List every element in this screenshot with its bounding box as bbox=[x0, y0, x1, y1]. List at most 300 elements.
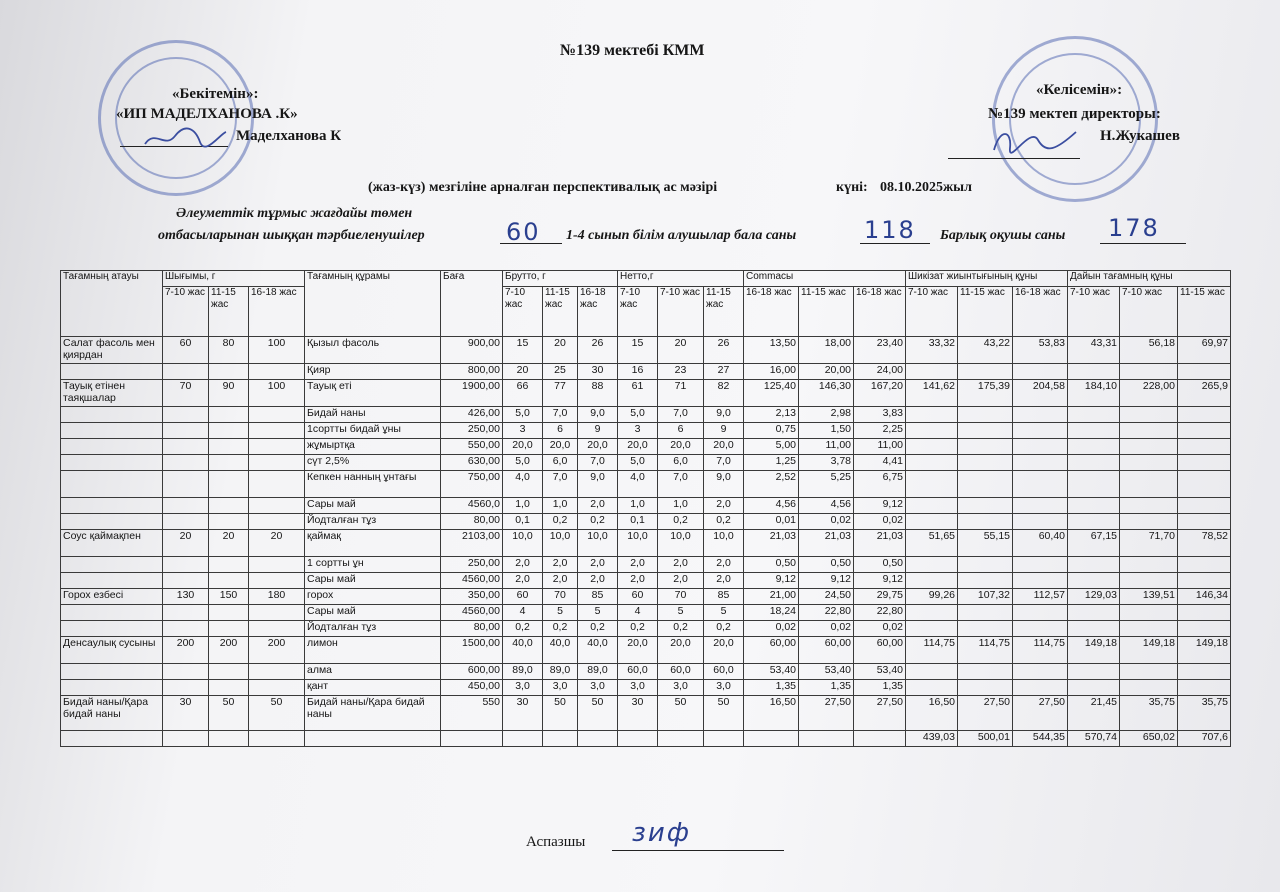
table-cell: 3 bbox=[503, 423, 543, 439]
table-cell: 53,83 bbox=[1013, 337, 1068, 364]
table-cell: 70 bbox=[658, 589, 704, 605]
table-row bbox=[61, 337, 1231, 364]
table-cell: 20,0 bbox=[543, 439, 578, 455]
table-cell bbox=[61, 407, 163, 423]
table-cell: 5,0 bbox=[503, 407, 543, 423]
table-cell bbox=[163, 514, 209, 530]
table-cell: 2,0 bbox=[618, 573, 658, 589]
table-cell bbox=[1013, 423, 1068, 439]
table-cell: Соус қаймақпен bbox=[61, 530, 163, 557]
table-cell bbox=[704, 731, 744, 747]
subheader-gross-2: 16-18 жас bbox=[578, 287, 618, 337]
table-cell: 1,35 bbox=[854, 680, 906, 696]
table-cell bbox=[163, 680, 209, 696]
subheader-output-2: 16-18 жас bbox=[249, 287, 305, 337]
table-cell bbox=[906, 364, 958, 380]
table-cell bbox=[1013, 514, 1068, 530]
director-name: Н.Жукашев bbox=[1100, 128, 1180, 144]
table-cell: 60,00 bbox=[799, 637, 854, 664]
table-subheader-row bbox=[61, 287, 1231, 337]
table-cell: 40,0 bbox=[503, 637, 543, 664]
table-cell: 200 bbox=[249, 637, 305, 664]
table-cell bbox=[61, 498, 163, 514]
table-cell: 5,0 bbox=[618, 455, 658, 471]
table-cell: 0,1 bbox=[618, 514, 658, 530]
table-cell bbox=[1013, 605, 1068, 621]
table-cell bbox=[958, 498, 1013, 514]
table-cell: 114,75 bbox=[906, 637, 958, 664]
table-cell bbox=[163, 455, 209, 471]
table-cell bbox=[61, 439, 163, 455]
table-cell: Горох езбесі bbox=[61, 589, 163, 605]
table-cell bbox=[163, 621, 209, 637]
subheader-set-0: 7-10 жас bbox=[906, 287, 958, 337]
table-cell: 53,40 bbox=[744, 664, 799, 680]
table-cell: 129,03 bbox=[1068, 589, 1120, 605]
table-cell bbox=[906, 621, 958, 637]
table-cell: 200 bbox=[209, 637, 249, 664]
table-cell: 265,9 bbox=[1178, 380, 1231, 407]
table-row bbox=[61, 364, 1231, 380]
table-cell bbox=[958, 680, 1013, 696]
table-cell bbox=[1013, 455, 1068, 471]
table-cell: лимон bbox=[305, 637, 441, 664]
table-cell: 18,24 bbox=[744, 605, 799, 621]
table-cell: 149,18 bbox=[1120, 637, 1178, 664]
table-cell: 27,50 bbox=[854, 696, 906, 731]
table-cell: 60,00 bbox=[744, 637, 799, 664]
table-cell: 20 bbox=[163, 530, 209, 557]
table-cell bbox=[249, 439, 305, 455]
table-cell: 9 bbox=[704, 423, 744, 439]
table-cell bbox=[249, 680, 305, 696]
table-cell bbox=[906, 573, 958, 589]
table-cell: 24,50 bbox=[799, 589, 854, 605]
table-cell bbox=[1120, 664, 1178, 680]
table-cell: 10,0 bbox=[503, 530, 543, 557]
table-cell bbox=[1178, 573, 1231, 589]
table-cell: 9,12 bbox=[799, 573, 854, 589]
header-set: Шикізат жиынтығының құны bbox=[906, 271, 1068, 287]
approver-signature bbox=[140, 124, 230, 154]
table-cell bbox=[163, 731, 209, 747]
table-cell: 141,62 bbox=[906, 380, 958, 407]
table-cell: 630,00 bbox=[441, 455, 503, 471]
table-cell: 99,26 bbox=[906, 589, 958, 605]
table-cell: 50 bbox=[543, 696, 578, 731]
table-cell: 4560,0 bbox=[441, 498, 503, 514]
table-cell: 35,75 bbox=[1178, 696, 1231, 731]
table-cell bbox=[61, 621, 163, 637]
table-cell: 27 bbox=[704, 364, 744, 380]
subheader-sum-1: 11-15 жас bbox=[799, 287, 854, 337]
table-cell: 3,0 bbox=[658, 680, 704, 696]
subheader-set-1: 11-15 жас bbox=[958, 287, 1013, 337]
subheader-net-2: 11-15 жас bbox=[704, 287, 744, 337]
school-title: №139 мектебі КММ bbox=[560, 42, 705, 59]
table-cell: 60,00 bbox=[854, 637, 906, 664]
table-cell: 77 bbox=[543, 380, 578, 407]
table-cell: 2,13 bbox=[744, 407, 799, 423]
table-cell: 10,0 bbox=[578, 530, 618, 557]
table-row bbox=[61, 514, 1231, 530]
table-cell bbox=[906, 407, 958, 423]
table-cell: 85 bbox=[578, 589, 618, 605]
table-cell bbox=[249, 364, 305, 380]
table-cell bbox=[61, 680, 163, 696]
approver-org: «ИП МАДЕЛХАНОВА .К» bbox=[116, 106, 298, 122]
table-row bbox=[61, 423, 1231, 439]
menu-title: (жаз-күз) мезгіліне арналған перспективалық ас мәзірі bbox=[368, 180, 718, 195]
table-cell: 0,2 bbox=[503, 621, 543, 637]
table-cell bbox=[1178, 680, 1231, 696]
table-cell bbox=[958, 605, 1013, 621]
table-cell bbox=[163, 605, 209, 621]
table-cell: 15 bbox=[618, 337, 658, 364]
table-cell bbox=[1178, 621, 1231, 637]
table-cell bbox=[906, 498, 958, 514]
subheader-gross-1: 11-15 жас bbox=[543, 287, 578, 337]
table-cell bbox=[906, 664, 958, 680]
table-cell bbox=[1120, 498, 1178, 514]
date-value: 08.10.2025жыл bbox=[880, 180, 972, 195]
table-cell: 43,22 bbox=[958, 337, 1013, 364]
table-cell: Йодталған тұз bbox=[305, 514, 441, 530]
table-cell: 2,0 bbox=[503, 557, 543, 573]
table-cell bbox=[958, 514, 1013, 530]
table-cell: 27,50 bbox=[1013, 696, 1068, 731]
table-cell bbox=[249, 621, 305, 637]
table-cell: 707,6 bbox=[1178, 731, 1231, 747]
table-cell: 21,45 bbox=[1068, 696, 1120, 731]
table-cell: 1900,00 bbox=[441, 380, 503, 407]
table-cell: 21,03 bbox=[854, 530, 906, 557]
table-cell: 2,0 bbox=[618, 557, 658, 573]
table-cell bbox=[958, 439, 1013, 455]
table-cell bbox=[1068, 573, 1120, 589]
table-cell: 146,30 bbox=[799, 380, 854, 407]
table-cell: 60 bbox=[503, 589, 543, 605]
table-cell bbox=[906, 471, 958, 498]
table-cell: 0,1 bbox=[503, 514, 543, 530]
table-cell: 0,2 bbox=[578, 514, 618, 530]
grade-label: 1-4 сынып білім алушылар бала саны bbox=[566, 228, 797, 243]
table-cell: 1,0 bbox=[658, 498, 704, 514]
table-cell: 70 bbox=[543, 589, 578, 605]
table-cell: 6,75 bbox=[854, 471, 906, 498]
table-cell: 20,0 bbox=[658, 439, 704, 455]
table-cell bbox=[1120, 439, 1178, 455]
table-cell bbox=[163, 364, 209, 380]
social-count: 60 bbox=[506, 218, 541, 246]
table-cell bbox=[249, 471, 305, 498]
table-cell bbox=[906, 680, 958, 696]
table-cell: 5,0 bbox=[503, 455, 543, 471]
table-cell: 4,56 bbox=[744, 498, 799, 514]
subheader-ready-2: 11-15 жас bbox=[1178, 287, 1231, 337]
table-cell: 2,0 bbox=[543, 557, 578, 573]
table-cell bbox=[249, 423, 305, 439]
table-cell: Қызыл фасоль bbox=[305, 337, 441, 364]
table-cell: 2,0 bbox=[543, 573, 578, 589]
table-cell: 50 bbox=[578, 696, 618, 731]
table-cell: 89,0 bbox=[503, 664, 543, 680]
table-cell: 3 bbox=[618, 423, 658, 439]
table-cell: 3,0 bbox=[578, 680, 618, 696]
table-cell: 0,02 bbox=[854, 621, 906, 637]
subheader-output-0: 7-10 жас bbox=[163, 287, 209, 337]
table-cell bbox=[1120, 514, 1178, 530]
table-cell: 600,00 bbox=[441, 664, 503, 680]
table-cell bbox=[1013, 680, 1068, 696]
table-cell: 89,0 bbox=[543, 664, 578, 680]
header-net: Нетто,г bbox=[618, 271, 744, 287]
table-cell: 149,18 bbox=[1068, 637, 1120, 664]
table-cell: 56,18 bbox=[1120, 337, 1178, 364]
table-cell: 80,00 bbox=[441, 621, 503, 637]
table-cell bbox=[163, 439, 209, 455]
director-title: №139 мектеп директоры: bbox=[988, 106, 1161, 122]
table-cell bbox=[1068, 621, 1120, 637]
table-cell: 100 bbox=[249, 337, 305, 364]
table-cell: 900,00 bbox=[441, 337, 503, 364]
table-cell bbox=[958, 471, 1013, 498]
table-cell: 9,0 bbox=[704, 471, 744, 498]
table-cell: 146,34 bbox=[1178, 589, 1231, 605]
table-cell bbox=[1178, 605, 1231, 621]
table-cell bbox=[209, 407, 249, 423]
table-cell: 6,0 bbox=[543, 455, 578, 471]
table-cell: 22,80 bbox=[799, 605, 854, 621]
table-cell: 88 bbox=[578, 380, 618, 407]
table-cell: 5,0 bbox=[618, 407, 658, 423]
table-cell bbox=[958, 664, 1013, 680]
table-cell: 0,50 bbox=[799, 557, 854, 573]
table-cell: сүт 2,5% bbox=[305, 455, 441, 471]
table-cell: 27,50 bbox=[958, 696, 1013, 731]
table-row bbox=[61, 696, 1231, 731]
table-cell: 750,00 bbox=[441, 471, 503, 498]
table-cell: қант bbox=[305, 680, 441, 696]
table-cell: 0,2 bbox=[704, 514, 744, 530]
cook-sign-line bbox=[612, 850, 784, 851]
table-cell: 11,00 bbox=[799, 439, 854, 455]
table-cell bbox=[1120, 557, 1178, 573]
table-cell: 30 bbox=[503, 696, 543, 731]
table-cell: 9,12 bbox=[854, 498, 906, 514]
table-cell bbox=[1120, 455, 1178, 471]
table-cell: горох bbox=[305, 589, 441, 605]
table-cell: 2,0 bbox=[658, 573, 704, 589]
subheader-sum-0: 16-18 жас bbox=[744, 287, 799, 337]
table-cell: 130 bbox=[163, 589, 209, 605]
table-cell bbox=[249, 455, 305, 471]
table-cell: Сары май bbox=[305, 573, 441, 589]
table-cell bbox=[209, 664, 249, 680]
agree-label: «Келісемін»: bbox=[1036, 82, 1123, 98]
table-cell bbox=[906, 439, 958, 455]
table-cell bbox=[958, 455, 1013, 471]
table-cell: 5 bbox=[704, 605, 744, 621]
table-row bbox=[61, 471, 1231, 498]
table-cell: 10,0 bbox=[704, 530, 744, 557]
table-cell: 5 bbox=[658, 605, 704, 621]
table-cell: 80,00 bbox=[441, 514, 503, 530]
table-cell: 21,03 bbox=[799, 530, 854, 557]
table-cell bbox=[61, 471, 163, 498]
table-cell bbox=[799, 731, 854, 747]
table-cell: 5,00 bbox=[744, 439, 799, 455]
subheader-sum-2: 16-18 жас bbox=[854, 287, 906, 337]
table-cell bbox=[61, 557, 163, 573]
table-cell bbox=[441, 731, 503, 747]
table-cell bbox=[1013, 498, 1068, 514]
table-cell: 82 bbox=[704, 380, 744, 407]
table-row bbox=[61, 573, 1231, 589]
table-cell bbox=[61, 573, 163, 589]
table-cell: 9,12 bbox=[744, 573, 799, 589]
subheader-ready-0: 7-10 жас bbox=[1068, 287, 1120, 337]
table-cell: 550 bbox=[441, 696, 503, 731]
table-cell: 1,0 bbox=[618, 498, 658, 514]
table-cell bbox=[249, 664, 305, 680]
table-row bbox=[61, 498, 1231, 514]
table-cell bbox=[1178, 471, 1231, 498]
table-cell: 150 bbox=[209, 589, 249, 605]
table-cell bbox=[1013, 621, 1068, 637]
table-cell bbox=[61, 514, 163, 530]
table-cell: 69,97 bbox=[1178, 337, 1231, 364]
table-cell bbox=[249, 514, 305, 530]
table-row bbox=[61, 637, 1231, 664]
table-cell: 89,0 bbox=[578, 664, 618, 680]
table-cell: 10,0 bbox=[618, 530, 658, 557]
table-cell bbox=[618, 731, 658, 747]
table-cell: 100 bbox=[249, 380, 305, 407]
table-cell: 2,0 bbox=[578, 557, 618, 573]
table-cell bbox=[1068, 407, 1120, 423]
table-cell: 450,00 bbox=[441, 680, 503, 696]
table-cell bbox=[249, 605, 305, 621]
table-cell bbox=[958, 407, 1013, 423]
table-cell: қаймақ bbox=[305, 530, 441, 557]
table-cell bbox=[209, 498, 249, 514]
table-cell: 3,78 bbox=[799, 455, 854, 471]
table-cell: 20,0 bbox=[503, 439, 543, 455]
table-cell: 50 bbox=[249, 696, 305, 731]
table-cell: Тауық еті bbox=[305, 380, 441, 407]
table-cell: 85 bbox=[704, 589, 744, 605]
table-cell: 20 bbox=[209, 530, 249, 557]
table-cell bbox=[209, 621, 249, 637]
table-cell: 180 bbox=[249, 589, 305, 605]
table-cell: 0,2 bbox=[658, 514, 704, 530]
table-cell bbox=[249, 407, 305, 423]
table-cell bbox=[209, 514, 249, 530]
table-cell: 184,10 bbox=[1068, 380, 1120, 407]
table-cell: 1,0 bbox=[543, 498, 578, 514]
table-cell: 20,0 bbox=[704, 637, 744, 664]
table-cell: 2,0 bbox=[658, 557, 704, 573]
table-cell bbox=[163, 471, 209, 498]
table-cell: 61 bbox=[618, 380, 658, 407]
table-cell: 13,50 bbox=[744, 337, 799, 364]
table-cell bbox=[1120, 364, 1178, 380]
table-cell: 570,74 bbox=[1068, 731, 1120, 747]
table-cell: 26 bbox=[578, 337, 618, 364]
approve-label: «Бекітемін»: bbox=[172, 86, 259, 102]
menu-table bbox=[60, 270, 1231, 747]
table-row bbox=[61, 621, 1231, 637]
table-cell: 16 bbox=[618, 364, 658, 380]
table-cell: 6,0 bbox=[658, 455, 704, 471]
table-row bbox=[61, 605, 1231, 621]
table-cell: 7,0 bbox=[658, 407, 704, 423]
table-cell: 228,00 bbox=[1120, 380, 1178, 407]
table-cell: 16,50 bbox=[744, 696, 799, 731]
table-cell: Бидай наны/Қара бидай наны bbox=[61, 696, 163, 731]
table-cell: 149,18 bbox=[1178, 637, 1231, 664]
table-cell bbox=[1068, 664, 1120, 680]
table-cell: 29,75 bbox=[854, 589, 906, 605]
social-line-1: Әлеуметтік тұрмыс жағдайы төмен bbox=[176, 206, 413, 221]
table-cell: 9,12 bbox=[854, 573, 906, 589]
table-cell: 60,0 bbox=[658, 664, 704, 680]
table-cell bbox=[1068, 471, 1120, 498]
subheader-ready-1: 7-10 жас bbox=[1120, 287, 1178, 337]
table-cell: 112,57 bbox=[1013, 589, 1068, 605]
table-cell: 51,65 bbox=[906, 530, 958, 557]
table-cell bbox=[854, 731, 906, 747]
table-cell: 0,02 bbox=[799, 621, 854, 637]
table-cell: 4560,00 bbox=[441, 605, 503, 621]
table-cell: Кепкен нанның ұнтағы bbox=[305, 471, 441, 498]
table-cell: 1500,00 bbox=[441, 637, 503, 664]
table-cell bbox=[1068, 514, 1120, 530]
table-cell bbox=[61, 364, 163, 380]
table-cell bbox=[305, 731, 441, 747]
table-cell: 25 bbox=[543, 364, 578, 380]
table-cell: 1,0 bbox=[503, 498, 543, 514]
table-cell: 4,0 bbox=[503, 471, 543, 498]
table-cell bbox=[209, 423, 249, 439]
table-cell: 30 bbox=[578, 364, 618, 380]
table-cell: 7,0 bbox=[543, 407, 578, 423]
table-cell bbox=[209, 573, 249, 589]
table-cell: 1,35 bbox=[744, 680, 799, 696]
table-cell bbox=[1068, 498, 1120, 514]
table-cell: 1,25 bbox=[744, 455, 799, 471]
header-gross: Брутто, г bbox=[503, 271, 618, 287]
table-cell: 125,40 bbox=[744, 380, 799, 407]
table-cell: 250,00 bbox=[441, 557, 503, 573]
approver-name: Маделханова К bbox=[236, 128, 342, 144]
subheader-net-0: 7-10 жас bbox=[618, 287, 658, 337]
table-cell: Йодталған тұз bbox=[305, 621, 441, 637]
table-cell: 5 bbox=[578, 605, 618, 621]
table-cell: 139,51 bbox=[1120, 589, 1178, 605]
header-output: Шығымы, г bbox=[163, 271, 305, 287]
table-cell bbox=[958, 621, 1013, 637]
table-cell: 40,0 bbox=[543, 637, 578, 664]
table-cell: Сары май bbox=[305, 605, 441, 621]
table-cell: 0,50 bbox=[744, 557, 799, 573]
table-cell: 60 bbox=[618, 589, 658, 605]
table-cell: 53,40 bbox=[799, 664, 854, 680]
table-cell: 544,35 bbox=[1013, 731, 1068, 747]
table-cell bbox=[249, 557, 305, 573]
table-cell: 4 bbox=[503, 605, 543, 621]
